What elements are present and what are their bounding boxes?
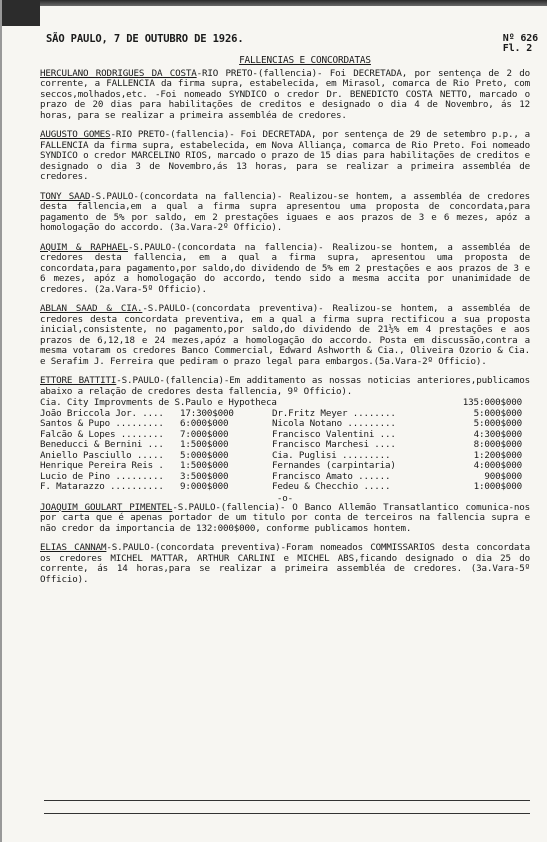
creditor-row [40, 398, 522, 409]
creditor-name: Cia. Puglisi ......... [272, 449, 391, 461]
creditor-amount: 135:000$000 [462, 397, 522, 408]
section-divider: -o- [276, 492, 294, 504]
entry-tony-saad [40, 192, 530, 234]
creditor-amount: 5:000$000 [473, 407, 522, 419]
creditor-name: Francisco Valentini ... [272, 428, 396, 440]
scan-corner-mark [0, 0, 40, 26]
creditor-name: Beneducci & Bernini ... [40, 439, 164, 450]
ruled-lines [44, 800, 530, 826]
document-header [40, 33, 538, 56]
creditor-amount: 7:000$000 [180, 428, 229, 440]
entry-name: AUGUSTO GOMES [40, 129, 111, 140]
creditor-name: Henrique Pereira Reis . [40, 460, 164, 471]
entry-augusto [40, 130, 530, 183]
creditor-amount: 900$000 [484, 470, 522, 482]
creditor-amount: 1:200$000 [473, 449, 522, 461]
creditors-table [40, 398, 522, 493]
entry-name: AQUIM & RAPHAEL [40, 241, 128, 253]
ruled-line [44, 800, 530, 801]
scan-top-edge [0, 0, 547, 6]
creditor-amount: 4:000$000 [473, 460, 522, 471]
creditor-name: Nicola Notano ......... [272, 418, 396, 429]
entry-text: -S.PAULO-(fallencia)- O Banco Allemão Transatlantico comunica-nos por carta que é apenas portador de um titulo por conta de terceiros na fallencia supra e não credor da importancia de 132:000$000, conforme publicamos hontem. [40, 501, 530, 534]
creditor-row [40, 419, 522, 430]
entry-text: -S.PAULO-(concordata na fallencia)- Realizou-se hontem, a assembléa de credores desta fallencia, em a qual a firma supra, apresentou uma proposta de concordata,para pagamento,por saldo,do dividendo de 5% em 2 prestações e aos prazos de 3 e 6 mezes, apóz a homologação do accordo, tendo sido a mesma accita por unanimidade de credores. (2a.Vara-5º Officio). [40, 241, 530, 295]
creditor-amount: 1:000$000 [473, 481, 522, 492]
entry-text: -S.PAULO-(concordata na fallencia)- Realizou-se hontem, a assembléa de credores desta fallencia,em a qual a firma supra apresentou uma proposta de concordata,para pagamento de 5% por saldo, em 2 prestações iguaes e aos prazos de 3 e 6 mezes, apóz a homologação do accordo. (3a.Vara-2º Officio). [40, 190, 530, 233]
creditor-amount: 5:000$000 [473, 418, 522, 429]
entry-name: JOAQUIM GOULART PIMENTEL [40, 501, 173, 513]
creditor-amount: 3:500$000 [180, 470, 229, 482]
dateline: SÃO PAULO, 7 DE OUTUBRO DE 1926. [46, 33, 244, 45]
creditor-name: Fedeu & Checchio ..... [272, 481, 391, 492]
entry-name: HERCULANO RODRIGUES DA COSTA [40, 67, 197, 79]
creditor-amount: 1:500$000 [180, 460, 229, 471]
creditor-amount: 17:300$000 [180, 407, 234, 419]
creditor-amount: 1:500$000 [180, 439, 229, 450]
entry-text: -S.PAULO-(concordata preventiva)-Foram nomeados COMMISSARIOS desta concordata os credores MICHEL MATTAR, ARTHUR CARLINI e MICHEL ABS,ficando designado o dia 25 do corrente, ás 14 horas,para se realizar a primeira assembléa de credores. (3a.Vara-5º Officio). [40, 542, 530, 585]
entry-text: -S.PAULO-(concordata preventiva)- Realizou-se hontem, a assembléa de credores desta concordata preventiva, em a qual a firma supra rectificou a sua proposta inicial,consistente, no pagamento,por saldo,do dividendo de 21½% em 4 prestações e aos prazos de 6,12,18 e 24 mezes,apóz a homologação do accordo. Posta em discussão,contra a mesma votaram os credores Banco Commercial, Edward Ashworth & Cia., Oliveira Ozorio & Cia. e Serafim J. Ferreira que pediram o prazo legal para embargos.(5a.Vara-2º Officio). [40, 303, 530, 367]
section-title: FALLENCIAS E CONCORDATAS [239, 55, 371, 66]
entry-name: ELIAS CANNAM [40, 542, 107, 553]
creditor-name: Dr.Fritz Meyer ........ [272, 407, 396, 419]
creditor-name: Fernandes (carpintaria) [272, 460, 396, 471]
creditor-amount: 8:000$000 [473, 439, 522, 450]
creditor-name: F. Matarazzo .......... [40, 481, 164, 492]
entry-text: -RIO PRETO-(fallencia)- Foi DECRETADA, por sentença de 2 do corrente, a FALLENCIA da firma supra, estabelecida, em Mirasol, comarca de Rio Preto, com seccos,molhados,etc. -Foi nomeado SYNDICO o credor Dr. BENEDICTO COSTA NETTO, marcado o prazo de 20 dias para habilitações de creditos e designado o dia 4 de Novembro, ás 12 horas, para se realizar a primeira assembléa de credores. [40, 67, 531, 121]
creditor-name: Francisco Marchesi .... [272, 439, 396, 450]
document-number [503, 34, 538, 54]
entry-ablan-saad [40, 304, 530, 367]
creditor-amount: 5:000$000 [180, 449, 229, 461]
creditor-name: Falcão & Lopes ........ [40, 428, 164, 440]
ruled-line [44, 813, 530, 814]
creditor-name: Cia. City Improvments de S.Paulo e Hypotheca [40, 397, 277, 408]
creditor-name: Lucio de Pino ......... [40, 470, 164, 482]
document-body [40, 33, 538, 594]
entry-joaquim-pimentel [40, 503, 530, 535]
creditor-row [40, 482, 522, 493]
creditor-name: Aniello Pasciullo ..... [40, 449, 164, 461]
creditor-row [40, 461, 522, 472]
creditor-row [40, 440, 522, 451]
scan-left-edge [0, 0, 2, 842]
doc-number: Nº 626 [502, 33, 538, 44]
entry-herculano [40, 69, 530, 122]
entry-name: ETTORE BATTITI [40, 375, 117, 386]
creditor-name: Santos & Pupo ......... [40, 418, 164, 429]
entry-name: ABLAN SAAD & CIA. [40, 303, 143, 314]
entry-text: -S.PAULO-(fallencia)-Em additamento as nossas noticias anteriores,publicamos abaixo a relação de credores desta fallencia, 9º Officio). [40, 375, 531, 397]
creditor-amount: 4:300$000 [473, 428, 522, 440]
entry-ettore-battiti [40, 376, 530, 493]
entry-text: -RIO PRETO-(fallencia)- Foi DECRETADA, por sentença de 29 de setembro p.p., a FALLENCIA da firma supra, estabelecida, em Nova Alliança, comarca de Rio Preto. Foi nomeado SYNDICO o credor MARCELINO RIOS, marcado o prazo de 15 dias para habilitações de creditos e designado o dia 3 de Novembro,ás 13 horas, para se realizar a primeira assembléa de credores. [40, 129, 530, 182]
creditor-amount: 9:000$000 [180, 481, 229, 492]
creditor-name: Francisco Amato ...... [272, 470, 391, 482]
entry-elias-cannam [40, 543, 530, 585]
creditor-name: João Briccola Jor. .... [40, 407, 164, 419]
entry-name: TONY SAAD [40, 190, 91, 202]
entry-aquim-raphael [40, 243, 530, 296]
folio-number: Fl. 2 [502, 43, 533, 54]
creditor-amount: 6:000$000 [180, 418, 229, 429]
